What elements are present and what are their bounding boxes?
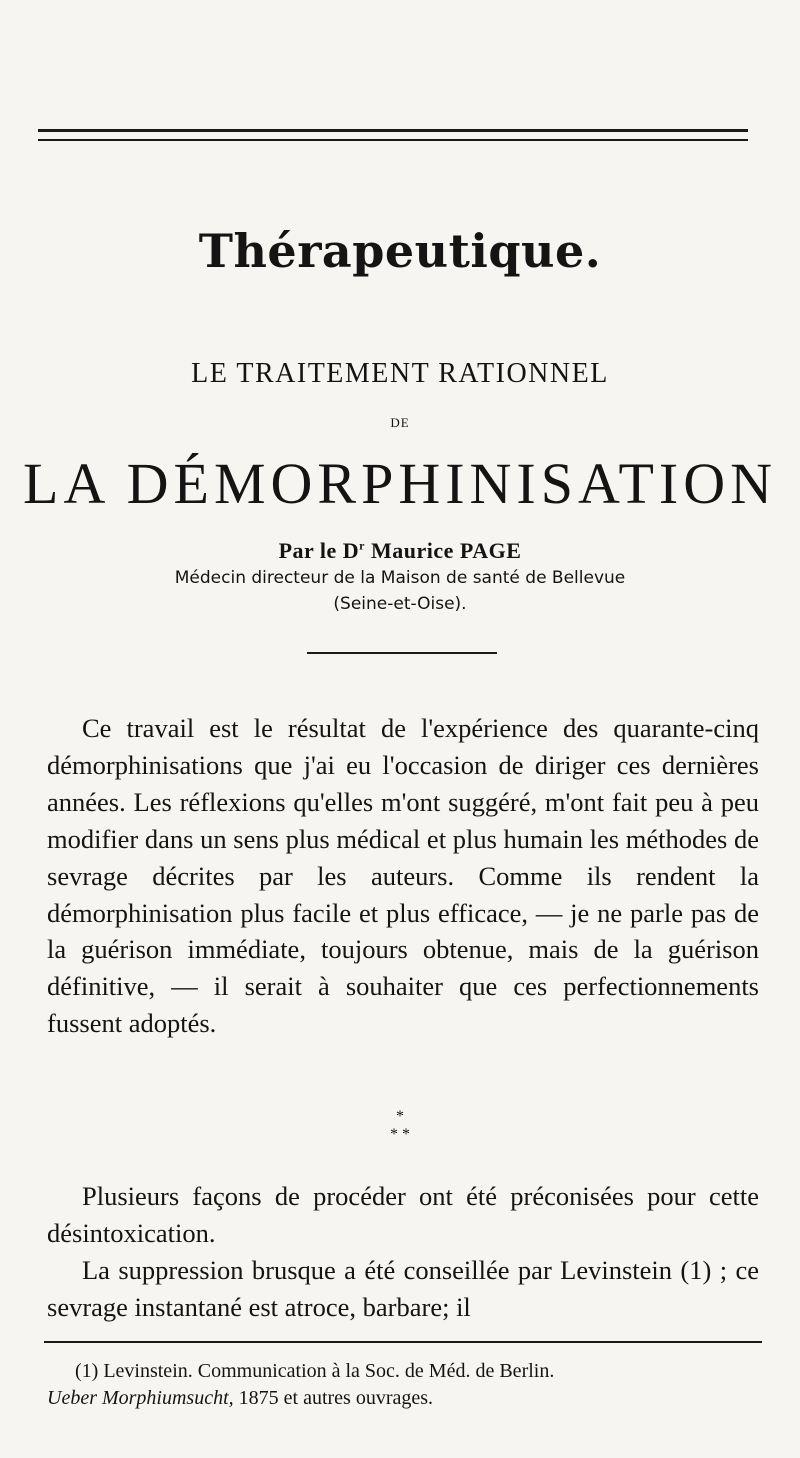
title-connector: DE [390,415,410,430]
author-name: Maurice PAGE [365,538,522,563]
asterism-bottom: * * [390,1126,410,1143]
body-paragraph-3: La suppression brusque a été conseillée par Levinstein (1) ; ce sevrage instantané est atroce, barbare; il [47,1254,759,1322]
footnote [47,1358,759,1412]
body-paragraphs [47,1178,759,1326]
paragraph-text: Ce travail est le résultat de l'expérience des quarante-cinq démorphinisations que j'ai eu l'occasion de diriger ces dernières années. Les réflexions qu'elles m'ont suggéré, m'ont fait peu à peu modifier dans un sens plus médical et plus humain les méthodes de sevrage décrites par les auteurs. Comme ils rendent la démorphinisation plus facile et plus efficace, — je ne parle pas de la guérison immédiate, toujours obtenue, mais de la guérison définitive, — il serait à souhaiter que ces perfectionnements fussent adoptés. [47,713,759,1039]
footnote-line-2 [47,1385,759,1412]
top-rule-thick [38,129,748,132]
body-paragraph-2: Plusieurs façons de procéder ont été préconisées pour cette désintoxication. [47,1181,759,1248]
footnote-rest: 1875 et autres ouvrages. [233,1387,434,1409]
author-affiliation: Médecin directeur de la Maison de santé de Bellevue [174,568,626,588]
footnote-rule [44,1341,762,1343]
author-byline [0,538,800,564]
body-paragraph-1 [47,710,759,1042]
footnote-work-title: Ueber Morphiumsucht, [47,1387,234,1409]
byline-sup: r [359,538,365,553]
footnote-line-1: (1) Levinstein. Communication à la Soc. de Méd. de Berlin. [75,1360,555,1382]
section-title: Thérapeutique. [198,224,602,278]
main-title: LA DÉMORPHINISATION [23,451,777,516]
author-location: (Seine-et-Oise). [333,594,467,614]
asterism-top: * [396,1108,404,1125]
top-rule-thin [38,139,748,141]
asterism [0,1108,800,1144]
byline-prefix: Par le D [278,538,360,563]
title-kicker: LE TRAITEMENT RATIONNEL [191,358,609,389]
title-separator [307,652,497,654]
